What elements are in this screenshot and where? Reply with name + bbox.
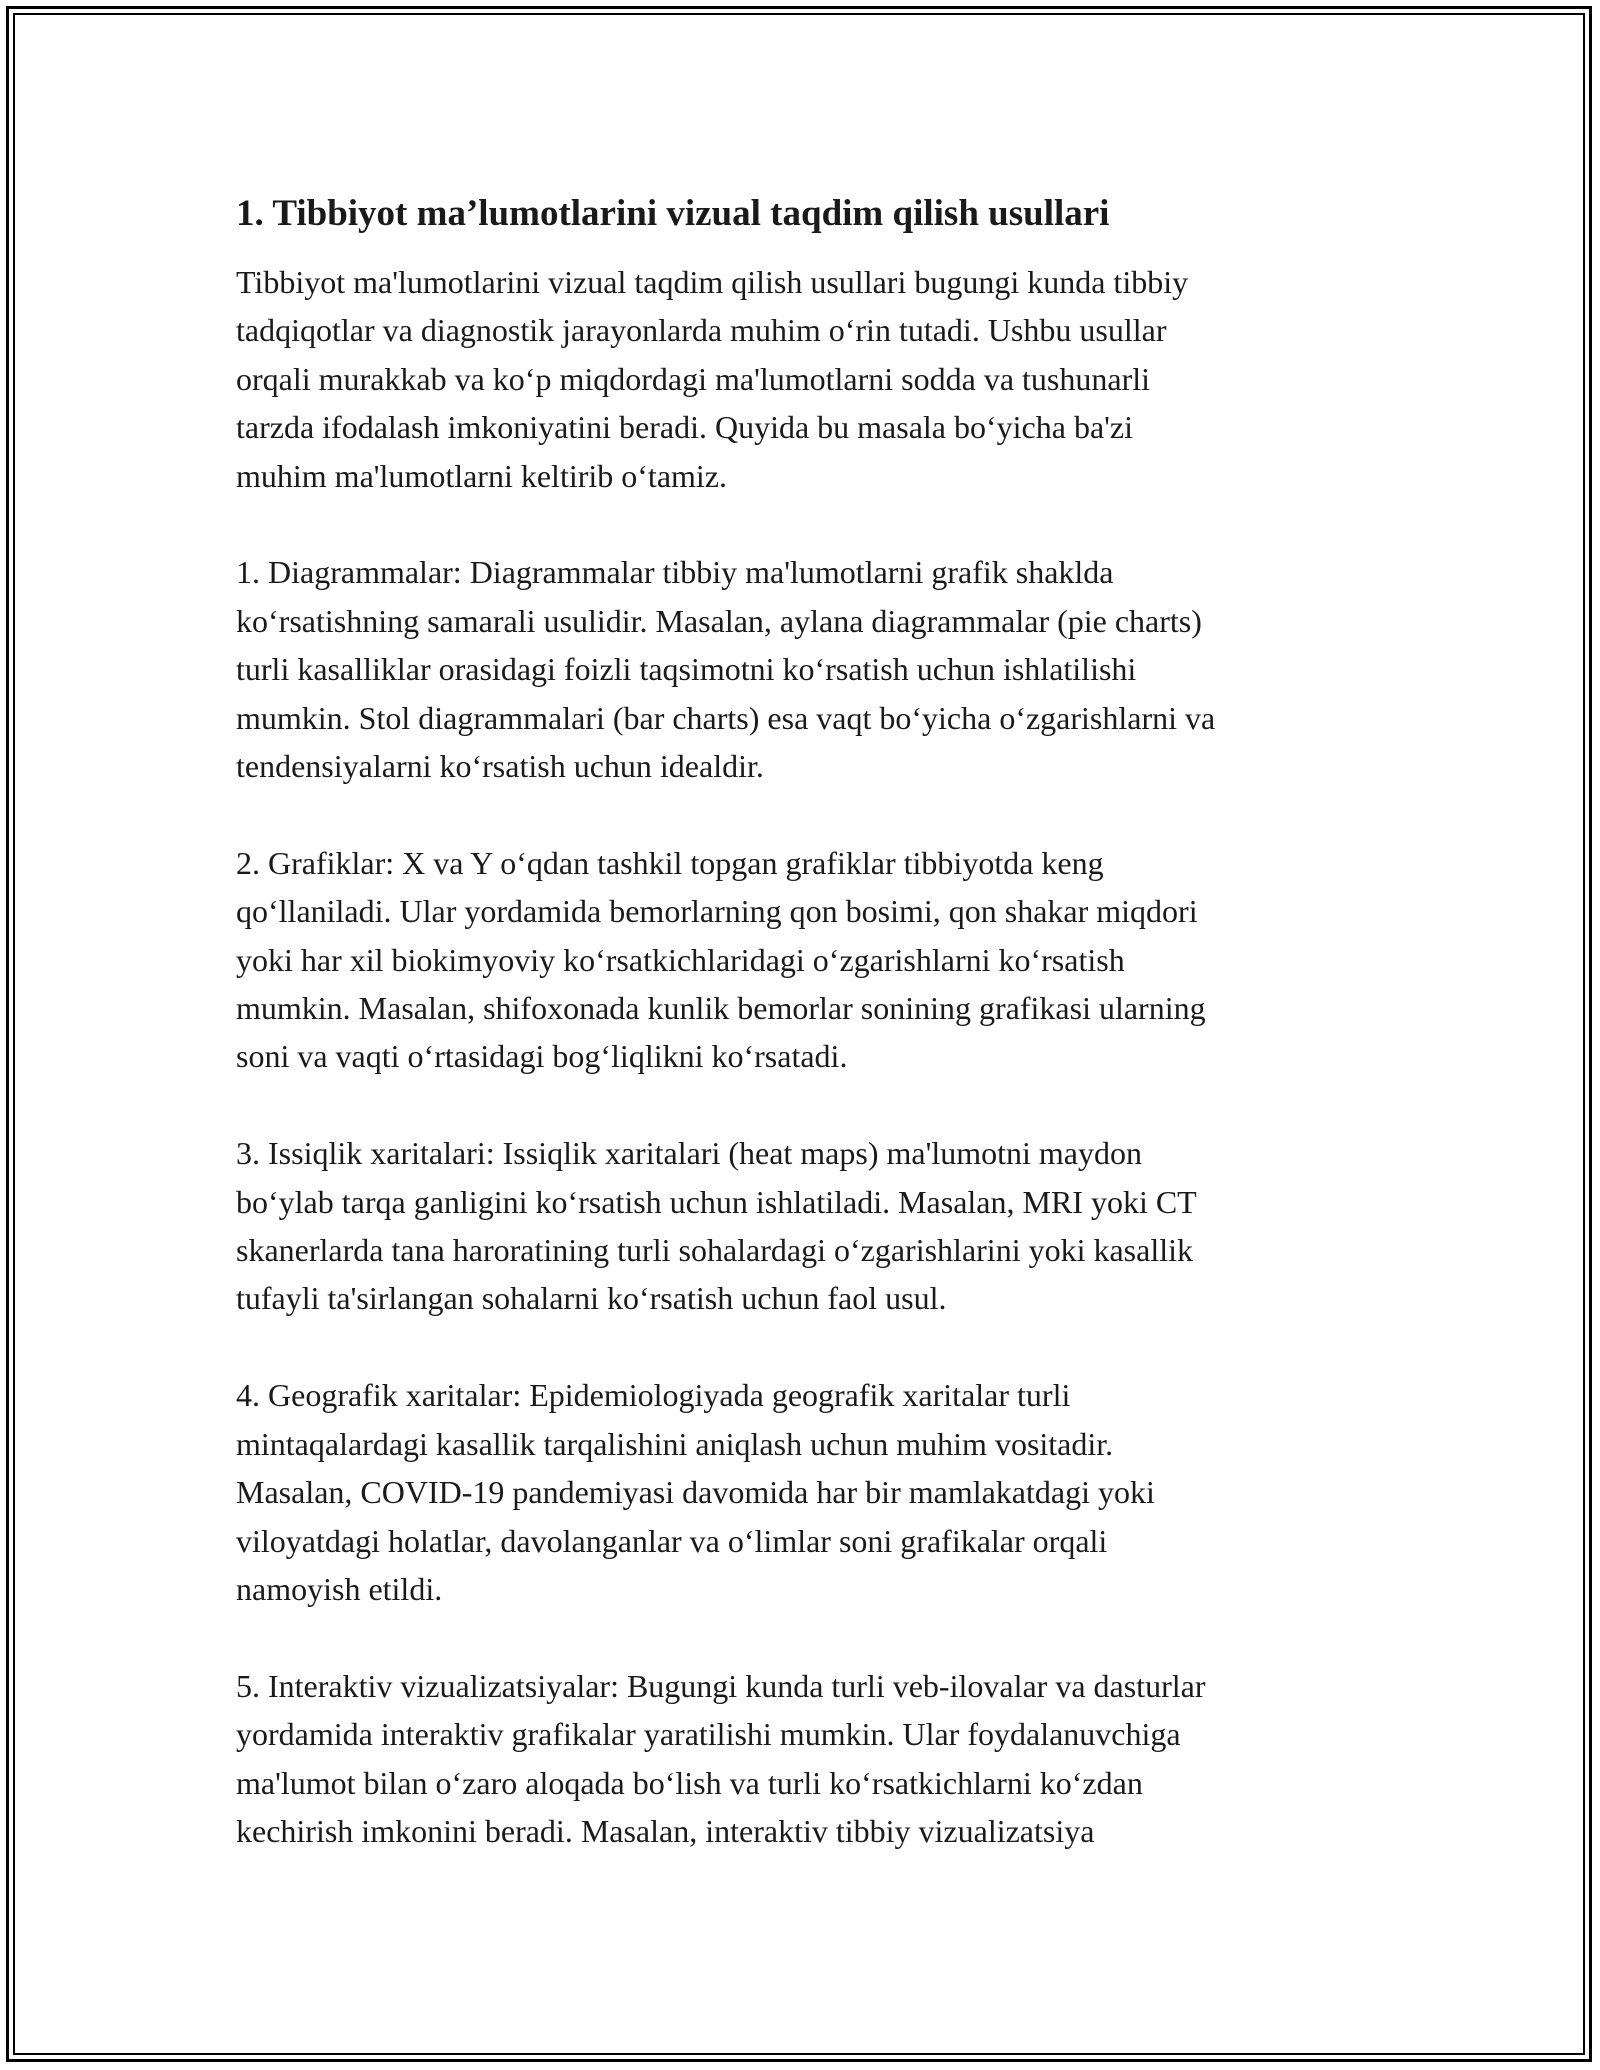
text-line: yoki har xil biokimyoviy koʻrsatkichlaridagi oʻzgarishlarni koʻrsatish (236, 941, 1125, 978)
text-line: Masalan, COVID-19 pandemiyasi davomida har bir mamlakatdagi yoki (236, 1474, 1155, 1511)
text-line: skanerlarda tana haroratining turli sohalardagi oʻzgarishlarini yoki kasallik (236, 1232, 1193, 1269)
text-line: tendensiyalarni koʻrsatish uchun idealdir. (236, 748, 764, 785)
paragraph-diagrams (236, 548, 1366, 790)
text-line: 3. Issiqlik xaritalari: Issiqlik xaritalari (heat maps) ma'lumotni maydon (236, 1135, 1142, 1172)
text-line: 5. Interaktiv vizualizatsiyalar: Bugungi kunda turli veb-ilovalar va dasturlar (236, 1667, 1206, 1704)
paragraph-interactive (236, 1662, 1366, 1856)
text-line: qoʻllaniladi. Ular yordamida bemorlarning qon bosimi, qon shakar miqdori (236, 893, 1198, 930)
text-line: namoyish etildi. (236, 1570, 443, 1607)
text-line: orqali murakkab va koʻp miqdordagi ma'lumotlarni sodda va tushunarli (236, 360, 1150, 397)
text-line: 2. Grafiklar: X va Y oʻqdan tashkil topgan grafiklar tibbiyotda keng (236, 844, 1104, 881)
paragraph-heat-maps (236, 1129, 1366, 1323)
text-line: tarzda ifodalash imkoniyatini beradi. Quyida bu masala boʻyicha ba'zi (236, 409, 1134, 446)
text-line: tadqiqotlar va diagnostik jarayonlarda muhim oʻrin tutadi. Ushbu usullar (236, 312, 1167, 349)
paragraph-geo-maps (236, 1371, 1366, 1613)
text-line: viloyatdagi holatlar, davolanganlar va oʻlimlar soni grafikalar orqali (236, 1522, 1108, 1559)
text-line: kechirish imkonini beradi. Masalan, interaktiv tibbiy vizualizatsiya (236, 1812, 1095, 1849)
text-line: mumkin. Stol diagrammalari (bar charts) esa vaqt boʻyicha oʻzgarishlarni va (236, 699, 1216, 736)
paragraph-intro (236, 258, 1366, 500)
text-line: ma'lumot bilan oʻzaro aloqada boʻlish va turli koʻrsatkichlarni koʻzdan (236, 1764, 1143, 1801)
text-line: mintaqalardagi kasallik tarqalishini aniqlash uchun muhim vositadir. (236, 1425, 1114, 1462)
text-line: mumkin. Masalan, shifoxonada kunlik bemorlar sonining grafikasi ularning (236, 990, 1206, 1027)
text-line: 4. Geografik xaritalar: Epidemiologiyada geografik xaritalar turli (236, 1377, 1071, 1414)
text-line: turli kasalliklar orasidagi foizli taqsimotni koʻrsatish uchun ishlatilishi (236, 651, 1137, 688)
text-line: 1. Diagrammalar: Diagrammalar tibbiy ma'lumotlarni grafik shaklda (236, 554, 1114, 591)
document-title: 1. Tibbiyot ma’lumotlarini vizual taqdim qilish usullari (236, 193, 1110, 234)
text-line: tufayli ta'sirlangan sohalarni koʻrsatish uchun faol usul. (236, 1280, 947, 1317)
text-line: yordamida interaktiv grafikalar yaratilishi mumkin. Ular foydalanuvchiga (236, 1716, 1181, 1753)
document-body (236, 186, 1366, 1904)
text-line: soni va vaqti oʻrtasidagi bogʻliqlikni koʻrsatadi. (236, 1038, 848, 1075)
text-line: boʻylab tarqa ganligini koʻrsatish uchun ishlatiladi. Masalan, MRI yoki CT (236, 1183, 1197, 1220)
text-line: Tibbiyot ma'lumotlarini vizual taqdim qilish usullari bugungi kunda tibbiy (236, 264, 1189, 300)
text-line: muhim ma'lumotlarni keltirib oʻtamiz. (236, 457, 727, 494)
paragraph-graphs (236, 839, 1366, 1081)
text-line: koʻrsatishning samarali usulidir. Masalan, aylana diagrammalar (pie charts) (236, 602, 1202, 639)
